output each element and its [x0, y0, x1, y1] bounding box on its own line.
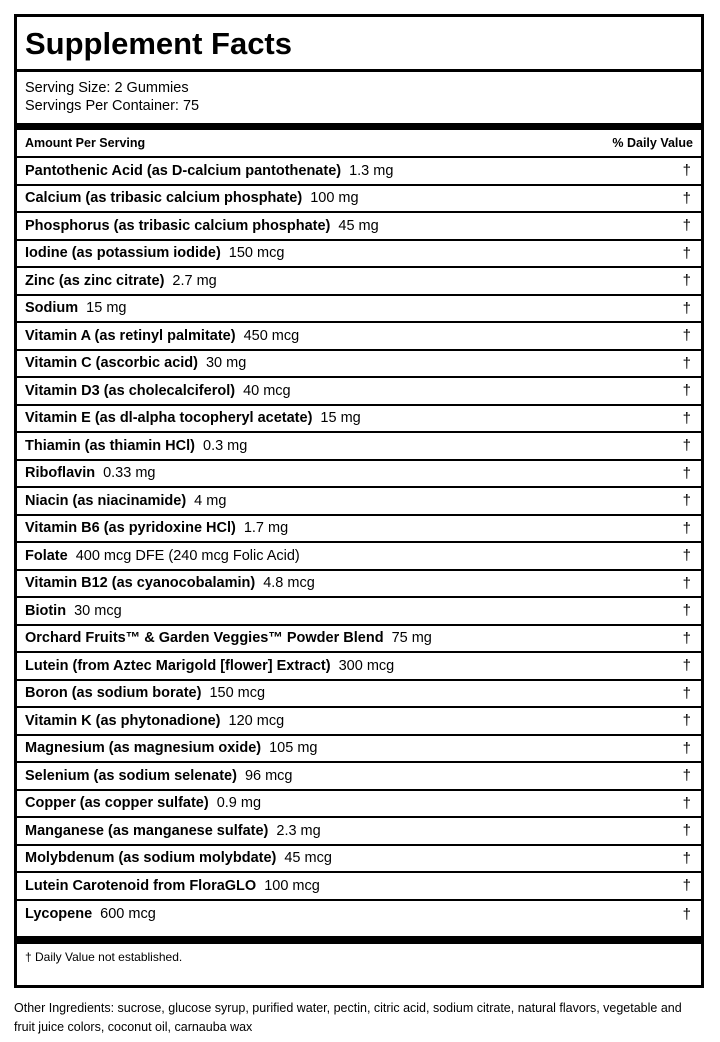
- serving-info: [17, 72, 701, 123]
- daily-value-cell: †: [682, 189, 691, 207]
- nutrient-amount: 100 mg: [310, 190, 359, 207]
- nutrient-name: Lutein Carotenoid from FloraGLO: [25, 877, 257, 894]
- table-row: [17, 158, 701, 186]
- daily-value-cell: †: [682, 409, 691, 427]
- nutrient-cell: [25, 685, 265, 701]
- table-row: [17, 323, 701, 351]
- daily-value-cell: †: [682, 849, 691, 867]
- nutrient-amount: 600 mcg: [100, 906, 156, 923]
- table-row: [17, 241, 701, 269]
- nutrient-amount: 120 mcg: [228, 712, 285, 729]
- daily-value-cell: †: [682, 382, 691, 400]
- nutrient-name: Iodine (as potassium iodide): [25, 245, 221, 262]
- table-row: [17, 571, 701, 599]
- daily-value-cell: †: [682, 739, 691, 757]
- nutrient-cell: [25, 383, 291, 399]
- nutrient-amount: 1.3 mg: [349, 162, 394, 179]
- daily-value-cell: †: [682, 602, 691, 620]
- nutrient-cell: [25, 630, 432, 646]
- nutrient-amount: 150 mcg: [209, 685, 266, 702]
- table-row: [17, 516, 701, 544]
- nutrient-cell: [25, 438, 247, 454]
- table-row: [17, 213, 701, 241]
- nutrient-name: Boron (as sodium borate): [25, 685, 202, 702]
- nutrient-name: Phosphorus (as tribasic calcium phosphate): [25, 217, 331, 234]
- table-row: [17, 186, 701, 214]
- nutrient-name: Copper (as copper sulfate): [25, 795, 209, 812]
- nutrient-amount: 45 mg: [338, 217, 379, 234]
- nutrient-name: Riboflavin: [25, 465, 96, 482]
- daily-value-cell: †: [682, 794, 691, 812]
- nutrient-name: Pantothenic Acid (as D-calcium pantothenate): [25, 162, 342, 179]
- nutrient-amount: 40 mcg: [243, 382, 291, 399]
- nutrient-name: Calcium (as tribasic calcium phosphate): [25, 190, 303, 207]
- daily-value-cell: †: [682, 244, 691, 262]
- table-row: [17, 433, 701, 461]
- nutrient-cell: [25, 355, 246, 371]
- daily-value-cell: †: [682, 299, 691, 317]
- table-row: [17, 378, 701, 406]
- nutrient-name: Vitamin C (ascorbic acid): [25, 355, 198, 372]
- nutrient-amount: 150 mcg: [228, 245, 285, 262]
- nutrient-name: Vitamin D3 (as cholecalciferol): [25, 382, 236, 399]
- nutrient-table: [17, 158, 701, 928]
- table-row: [17, 653, 701, 681]
- other-ingredients: Other Ingredients: sucrose, glucose syrup, purified water, pectin, citric acid, sodium citrate, natural flavors, vegetable and fruit juice colors, coconut oil, carnauba wax: [14, 1001, 682, 1034]
- daily-value-cell: †: [682, 905, 691, 923]
- nutrient-amount: 2.7 mg: [172, 272, 217, 289]
- daily-value-cell: †: [682, 162, 691, 180]
- nutrient-cell: [25, 273, 217, 289]
- nutrient-cell: [25, 823, 321, 839]
- table-row: [17, 598, 701, 626]
- daily-value-cell: †: [682, 684, 691, 702]
- nutrient-cell: [25, 575, 315, 591]
- nutrient-name: Folate: [25, 547, 68, 564]
- nutrient-cell: [25, 850, 332, 866]
- daily-value-cell: †: [682, 574, 691, 592]
- nutrient-cell: [25, 520, 288, 536]
- table-row: [17, 488, 701, 516]
- nutrient-name: Niacin (as niacinamide): [25, 492, 187, 509]
- supplement-facts-panel: [14, 14, 704, 988]
- panel-title: Supplement Facts: [17, 17, 701, 72]
- nutrient-name: Vitamin B12 (as cyanocobalamin): [25, 575, 256, 592]
- daily-value-cell: †: [682, 327, 691, 345]
- nutrient-name: Sodium: [25, 300, 79, 317]
- nutrient-cell: [25, 906, 156, 922]
- daily-value-cell: †: [682, 712, 691, 730]
- daily-value-cell: †: [682, 272, 691, 290]
- thick-divider: [17, 123, 701, 130]
- nutrient-name: Molybdenum (as sodium molybdate): [25, 850, 277, 867]
- table-row: [17, 626, 701, 654]
- serving-size: Serving Size: 2 Gummies: [25, 80, 189, 96]
- nutrient-cell: [25, 245, 284, 261]
- nutrient-cell: [25, 603, 122, 619]
- daily-value-cell: †: [682, 547, 691, 565]
- table-row: [17, 708, 701, 736]
- nutrient-amount: 15 mg: [86, 300, 127, 317]
- amount-per-serving-header: Amount Per Serving: [25, 136, 146, 150]
- nutrient-name: Vitamin A (as retinyl palmitate): [25, 327, 236, 344]
- nutrient-cell: [25, 190, 359, 206]
- nutrient-amount: 0.3 mg: [203, 437, 248, 454]
- nutrient-cell: [25, 410, 361, 426]
- daily-value-cell: †: [682, 822, 691, 840]
- nutrient-cell: [25, 218, 379, 234]
- daily-value-cell: †: [682, 354, 691, 372]
- daily-value-cell: †: [682, 629, 691, 647]
- table-row: [17, 543, 701, 571]
- nutrient-amount: 300 mcg: [338, 657, 395, 674]
- nutrient-cell: [25, 493, 226, 509]
- nutrient-amount: 30 mcg: [74, 602, 122, 619]
- daily-value-cell: †: [682, 767, 691, 785]
- table-row: [17, 351, 701, 379]
- table-row: [17, 268, 701, 296]
- daily-value-header: % Daily Value: [612, 136, 693, 150]
- nutrient-cell: [25, 465, 156, 481]
- table-row: [17, 296, 701, 324]
- table-row: [17, 461, 701, 489]
- nutrient-amount: 45 mcg: [284, 850, 332, 867]
- nutrient-cell: [25, 878, 320, 894]
- table-row: [17, 681, 701, 709]
- nutrient-name: Manganese (as manganese sulfate): [25, 822, 269, 839]
- table-header: [17, 130, 701, 158]
- daily-value-cell: †: [682, 657, 691, 675]
- table-row: [17, 818, 701, 846]
- nutrient-name: Lycopene: [25, 906, 93, 923]
- nutrient-name: Zinc (as zinc citrate): [25, 272, 165, 289]
- daily-value-cell: †: [682, 217, 691, 235]
- nutrient-amount: 105 mg: [269, 740, 318, 757]
- table-row: [17, 846, 701, 874]
- nutrient-amount: 30 mg: [205, 355, 247, 372]
- nutrient-cell: [25, 768, 293, 784]
- nutrient-name: Vitamin E (as dl-alpha tocopheryl acetate): [25, 410, 313, 427]
- nutrient-cell: [25, 163, 393, 179]
- nutrient-cell: [25, 548, 300, 564]
- nutrient-name: Selenium (as sodium selenate): [25, 767, 237, 784]
- nutrient-name: Thiamin (as thiamin HCl): [25, 437, 195, 454]
- table-row: [17, 901, 701, 929]
- nutrient-cell: [25, 328, 299, 344]
- daily-value-cell: †: [682, 437, 691, 455]
- nutrient-cell: [25, 740, 317, 756]
- nutrient-cell: [25, 300, 126, 316]
- nutrient-amount: 15 mg: [320, 410, 361, 427]
- nutrient-amount: 0.9 mg: [216, 795, 262, 812]
- nutrient-amount: 4 mg: [194, 492, 227, 509]
- nutrient-name: Magnesium (as magnesium oxide): [25, 740, 262, 757]
- daily-value-cell: †: [682, 464, 691, 482]
- nutrient-amount: 96 mcg: [244, 767, 293, 784]
- table-row: [17, 873, 701, 901]
- nutrient-cell: [25, 795, 261, 811]
- daily-value-cell: †: [682, 492, 691, 510]
- footnote: † Daily Value not established.: [25, 950, 183, 964]
- nutrient-amount: 4.8 mcg: [263, 575, 315, 592]
- nutrient-name: Vitamin K (as phytonadione): [25, 712, 221, 729]
- nutrient-amount: 2.3 mg: [276, 822, 321, 839]
- nutrient-amount: 100 mcg: [264, 877, 320, 894]
- servings-per-container: Servings Per Container: 75: [25, 98, 200, 114]
- nutrient-amount: 450 mcg: [243, 327, 300, 344]
- nutrient-name: Lutein (from Aztec Marigold [flower] Extract): [25, 657, 331, 674]
- nutrient-cell: [25, 713, 284, 729]
- nutrient-amount: 75 mg: [391, 630, 432, 647]
- nutrient-amount: 0.33 mg: [103, 465, 156, 482]
- table-row: [17, 763, 701, 791]
- table-row: [17, 791, 701, 819]
- nutrient-amount: 400 mcg DFE (240 mcg Folic Acid): [75, 547, 300, 564]
- nutrient-name: Orchard Fruits™ & Garden Veggies™ Powder Blend: [25, 630, 384, 647]
- nutrient-amount: 1.7 mg: [243, 520, 289, 537]
- nutrient-name: Vitamin B6 (as pyridoxine HCl): [25, 520, 236, 537]
- daily-value-cell: †: [682, 519, 691, 537]
- table-row: [17, 736, 701, 764]
- daily-value-cell: †: [682, 877, 691, 895]
- nutrient-cell: [25, 658, 394, 674]
- table-row: [17, 406, 701, 434]
- thick-divider-bottom: [17, 936, 701, 944]
- nutrient-name: Biotin: [25, 602, 67, 619]
